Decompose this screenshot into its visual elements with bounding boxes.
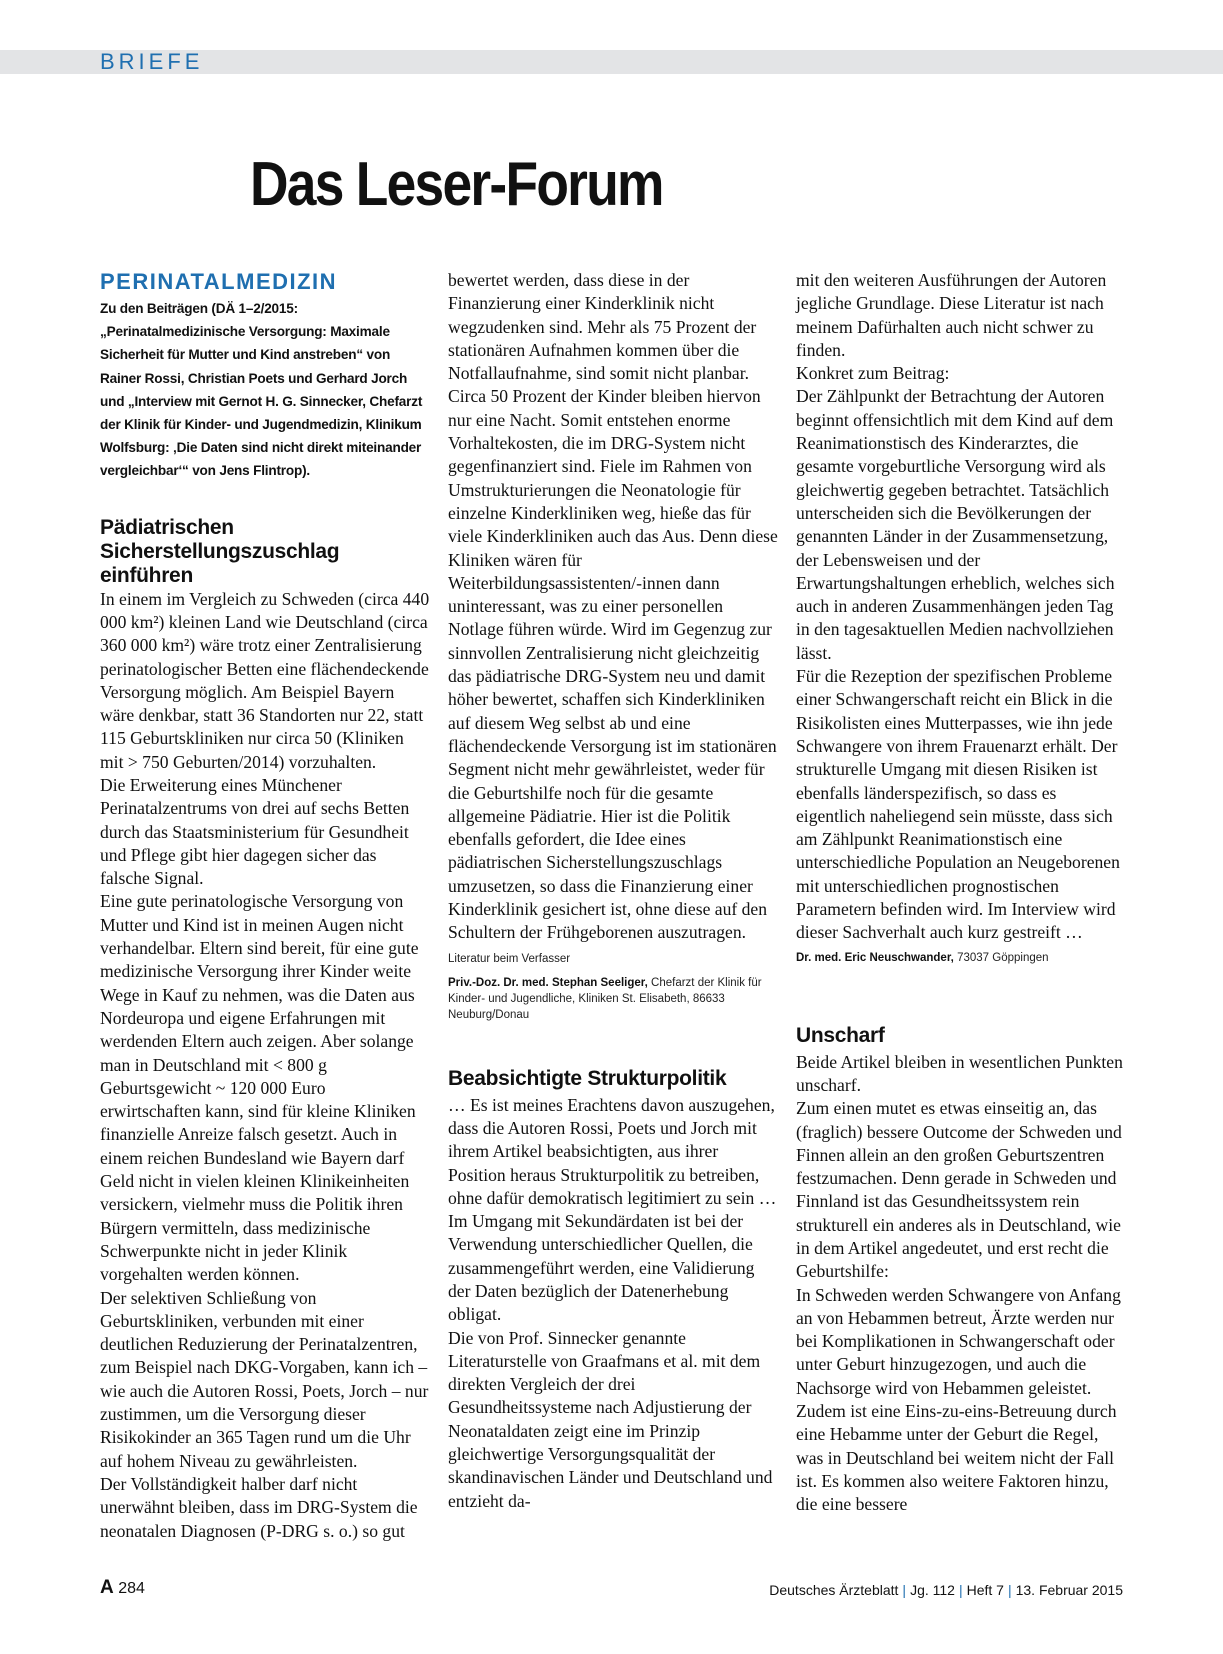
- journal-name: Deutsches Ärzteblatt: [769, 1582, 899, 1598]
- column-3: [796, 269, 1126, 1517]
- page-number: [100, 1577, 145, 1600]
- paragraph: mit den weiteren Ausführungen der Autoren jegliche Grundlage. Diese Literatur ist nach meinem Dafürhalten auch nicht schwer zu finden.: [796, 270, 1107, 360]
- separator: |: [902, 1582, 907, 1598]
- paragraph: Zum einen mutet es etwas einseitig an, das (fraglich) bessere Outcome der Schweden und Finnen allein an den großen Geburtszentren festzumachen. Denn gerade in Schweden und Finnland ist das Gesundheitssystem rein strukturell ein anderes als in Deutschland, wie in dem Artikel angedeutet, und erst recht die Geburtshilfe:: [796, 1098, 1122, 1282]
- letter-signature: [796, 950, 1126, 966]
- paragraph: In Schweden werden Schwangere von Anfang an von Hebammen betreut, Ärzte werden nur bei Komplikationen in Schwangerschaft oder unter Geburt hinzugezogen, und auch die Nachsorge wird von Hebammen geleistet. Zudem ist eine Eins-zu-eins-Betreuung durch eine Hebamme unter der Geburt die Regel, was in Deutschland bei weitem nicht der Fall ist. Es kommen also weitere Faktoren hinzu, die eine bessere: [796, 1284, 1121, 1515]
- author-name: Dr. med. Eric Neuschwander,: [796, 951, 954, 964]
- literature-note: Literatur beim Verfasser: [448, 952, 571, 965]
- journal-issue: Heft 7: [966, 1582, 1004, 1598]
- page-prefix: A: [100, 1577, 114, 1598]
- letter-body: [796, 269, 1126, 945]
- letter-signature: [448, 975, 778, 1023]
- topic-heading: PERINATALMEDIZIN: [100, 269, 338, 294]
- paragraph: Eine gute perinatologische Versorgung von Mutter und Kind ist in meinen Augen nicht verhandelbar. Eltern sind bereit, für eine gute medizinische Versorgung ihrer Kinder weite Wege in Kauf zu nehmen, was die Daten aus Nordeuropa und eigene Erfahrungen mit werdenden Eltern auch zeigen. Aber solange man in Deutschland mit < 800 g Geburtsgewicht ~ 120 000 Euro erwirtschaften kann, sind für kleine Kliniken finanzielle Anreize falsch gesetzt. Auch in einem reichen Bundesland wie Bayern darf Geld nicht in vielen kleinen Klinikeinheiten versickern, vielmehr muss die Politik ihren Bürgern vermitteln, dass medizinische Schwerpunkte nicht in jeder Klinik vorgehalten werden können.: [100, 891, 419, 1285]
- paragraph: … Es ist meines Erachtens davon auszugehen, dass die Autoren Rossi, Poets und Jorch mit ihrem Artikel beabsichtigten, aus ihrer Position heraus Strukturpolitik zu betreiben, ohne dafür demokratisch legitimiert zu sein …: [448, 1094, 777, 1208]
- journal-date: 13. Februar 2015: [1015, 1582, 1123, 1598]
- paragraph: bewertet werden, dass diese in der Finanzierung einer Kinderklinik nicht wegzudenken sind. Mehr als 75 Prozent der stationären Aufnahmen kommen über die Notfallaufnahme, sind somit nicht planbar. Circa 50 Prozent der Kinder bleiben hiervon nur eine Nacht. Somit entstehen enorme Vorhaltekosten, die im DRG-System nicht gegenfinanziert sind. Fiele im Rahmen von Umstrukturierungen die Neonatologie für einzelne Kinderkliniken weg, hieße das für viele Kinderkliniken auch das Aus. Denn diese Kliniken wären für Weiterbildungsassistenten/-innen dann uninteressant, was zu einer personellen Notlage führen würde. Wird im Gegenzug zur sinnvollen Zentralisierung nicht gleichzeitig das pädiatrische DRG-System neu und damit höher bewertet, schaffen sich Kinderkliniken auf diesem Weg selbst ab und eine flächendeckende Versorgung ist im stationären Segment nicht mehr gewährleistet, weder für die Geburtshilfe noch für die gesamte allgemeine Pädiatrie. Hier ist die Politik ebenfalls gefordert, die Idee eines pädiatrischen Sicherstellungszuschlags umzusetzen, so dass die Finanzierung einer Kinderklinik gesichert ist, ohne diese auf den Schultern der Frühgeborenen auszutragen.: [448, 270, 778, 943]
- paragraph: Der Zählpunkt der Betrachtung der Autoren beginnt offensichtlich mit dem Kind auf dem Reanimationstisch des Kinderarztes, die gesamte vorgeburtliche Versorgung wird als gleichwertig gegeben betrachtet. Tatsächlich unterscheiden sich die Bevölkerungen der genannten Länder in der Zusammensetzung, der Lebensweisen und der Erwartungshaltungen erheblich, welches sich auch in anderen Zusammenhängen jeden Tag in den tagesaktuellen Medien nachvollziehen lässt.: [796, 386, 1115, 663]
- paragraph: Konkret zum Beitrag:: [796, 363, 950, 384]
- paragraph: Die Erweiterung eines Münchener Perinatalzentrums von drei auf sechs Betten durch das Staatsministerium für Gesundheit und Pflege gibt hier dagegen sicher das falsche Signal.: [100, 775, 410, 889]
- paragraph: Im Umgang mit Sekundärdaten ist bei der Verwendung unterschiedlicher Quellen, die zusammengeführt werden, eine Validierung der Daten bezüglich der Datenerhebung obligat.: [448, 1211, 755, 1325]
- letter-headline: Unscharf: [796, 1023, 885, 1047]
- section-label: BRIEFE: [100, 49, 204, 74]
- article-reference: Zu den Beiträgen (DÄ 1–2/2015: „Perinatalmedizinische Versorgung: Maximale Sicherheit für Mutter und Kind anstreben“ von Rainer Rossi, Christian Poets und Gerhard Jorch und „Interview mit Gernot H. G. Sinnecker, Chefarzt der Klinik für Kinder- und Jugendmedizin, Klinikum Wolfsburg: ‚Die Daten sind nicht direkt miteinander vergleichbar‘“ von Jens Flintrop).: [100, 301, 423, 479]
- paragraph: Der Vollständigkeit halber darf nicht unerwähnt bleiben, dass im DRG-System die neonatalen Diagnosen (P-DRG s. o.) so gut: [100, 1473, 418, 1541]
- paragraph: Die von Prof. Sinnecker genannte Literaturstelle von Graafmans et al. mit dem direkten Vergleich der drei Gesundheitssysteme nach Adjustierung der Neonataldaten zeigt eine im Prinzip gleichwertige Versorgungsqualität der skandinavischen Länder und Deutschland und entzieht da-: [448, 1327, 773, 1511]
- paragraph: Der selektiven Schließung von Geburtskliniken, verbunden mit einer deutlichen Reduzierung der Perinatalzentren, zum Beispiel nach DKG-Vorgaben, kann ich – wie auch die Autoren Rossi, Poets, Jorch – nur zustimmen, um die Versorgung dieser Risikokinder an 365 Tagen rund um die Uhr auf hohem Niveau zu gewährleisten.: [100, 1287, 429, 1471]
- letter-headline: Beabsichtigte Strukturpolitik: [448, 1066, 727, 1090]
- page-title: Das Leser-Forum: [250, 150, 663, 219]
- separator: |: [958, 1582, 963, 1598]
- letter-body: [796, 1051, 1126, 1517]
- paragraph: In einem im Vergleich zu Schweden (circa 440 000 km²) kleinen Land wie Deutschland (circa 360 000 km²) wäre trotz einer Zentralisierung perinatologischer Betten eine flächendeckende Versorgung möglich. Am Beispiel Bayern wäre denkbar, statt 36 Standorten nur 22, statt 115 Geburtskliniken nur circa 50 (Kliniken mit > 750 Geburten/2014) vorzuhalten.: [100, 588, 430, 772]
- page-number-value: 284: [118, 1580, 145, 1597]
- paragraph: Für die Rezeption der spezifischen Probleme einer Schwangerschaft reicht ein Blick in die Risikolisten eines Mutterpasses, wie ihn jede Schwangere von ihrem Frauenarzt erhält. Der strukturelle Umgang mit diesen Risiken ist ebenfalls länderspezifisch, so dass es eigentlich naheliegend sein müsste, dass sich am Zählpunkt Reanimationstisch eine unterschiedliche Population an Neugeborenen mit unterschiedlichen prognostischen Parametern befinden wird. Im Interview wird dieser Sachverhalt auch kurz gestreift …: [796, 666, 1120, 943]
- journal-volume: Jg. 112: [910, 1582, 955, 1598]
- letter-body: [448, 269, 778, 945]
- letter-body: [100, 588, 430, 1543]
- author-location: 73037 Göppingen: [957, 951, 1049, 964]
- author-affiliation: Chefarzt der Klinik für Kinder- und Jugendliche, Kliniken St. Elisabeth, 86633 Neuburg/Donau: [448, 976, 762, 1021]
- letter-body: [448, 1094, 778, 1513]
- separator: |: [1007, 1582, 1012, 1598]
- column-2: [448, 269, 778, 1513]
- journal-info: [769, 1580, 1123, 1600]
- paragraph: Beide Artikel bleiben in wesentlichen Punkten unscharf.: [796, 1051, 1123, 1095]
- author-name: Priv.-Doz. Dr. med. Stephan Seeliger,: [448, 976, 648, 989]
- column-1: [100, 269, 430, 1543]
- letter-headline: Pädiatrischen Sicherstellungszuschlag einführen: [100, 515, 340, 587]
